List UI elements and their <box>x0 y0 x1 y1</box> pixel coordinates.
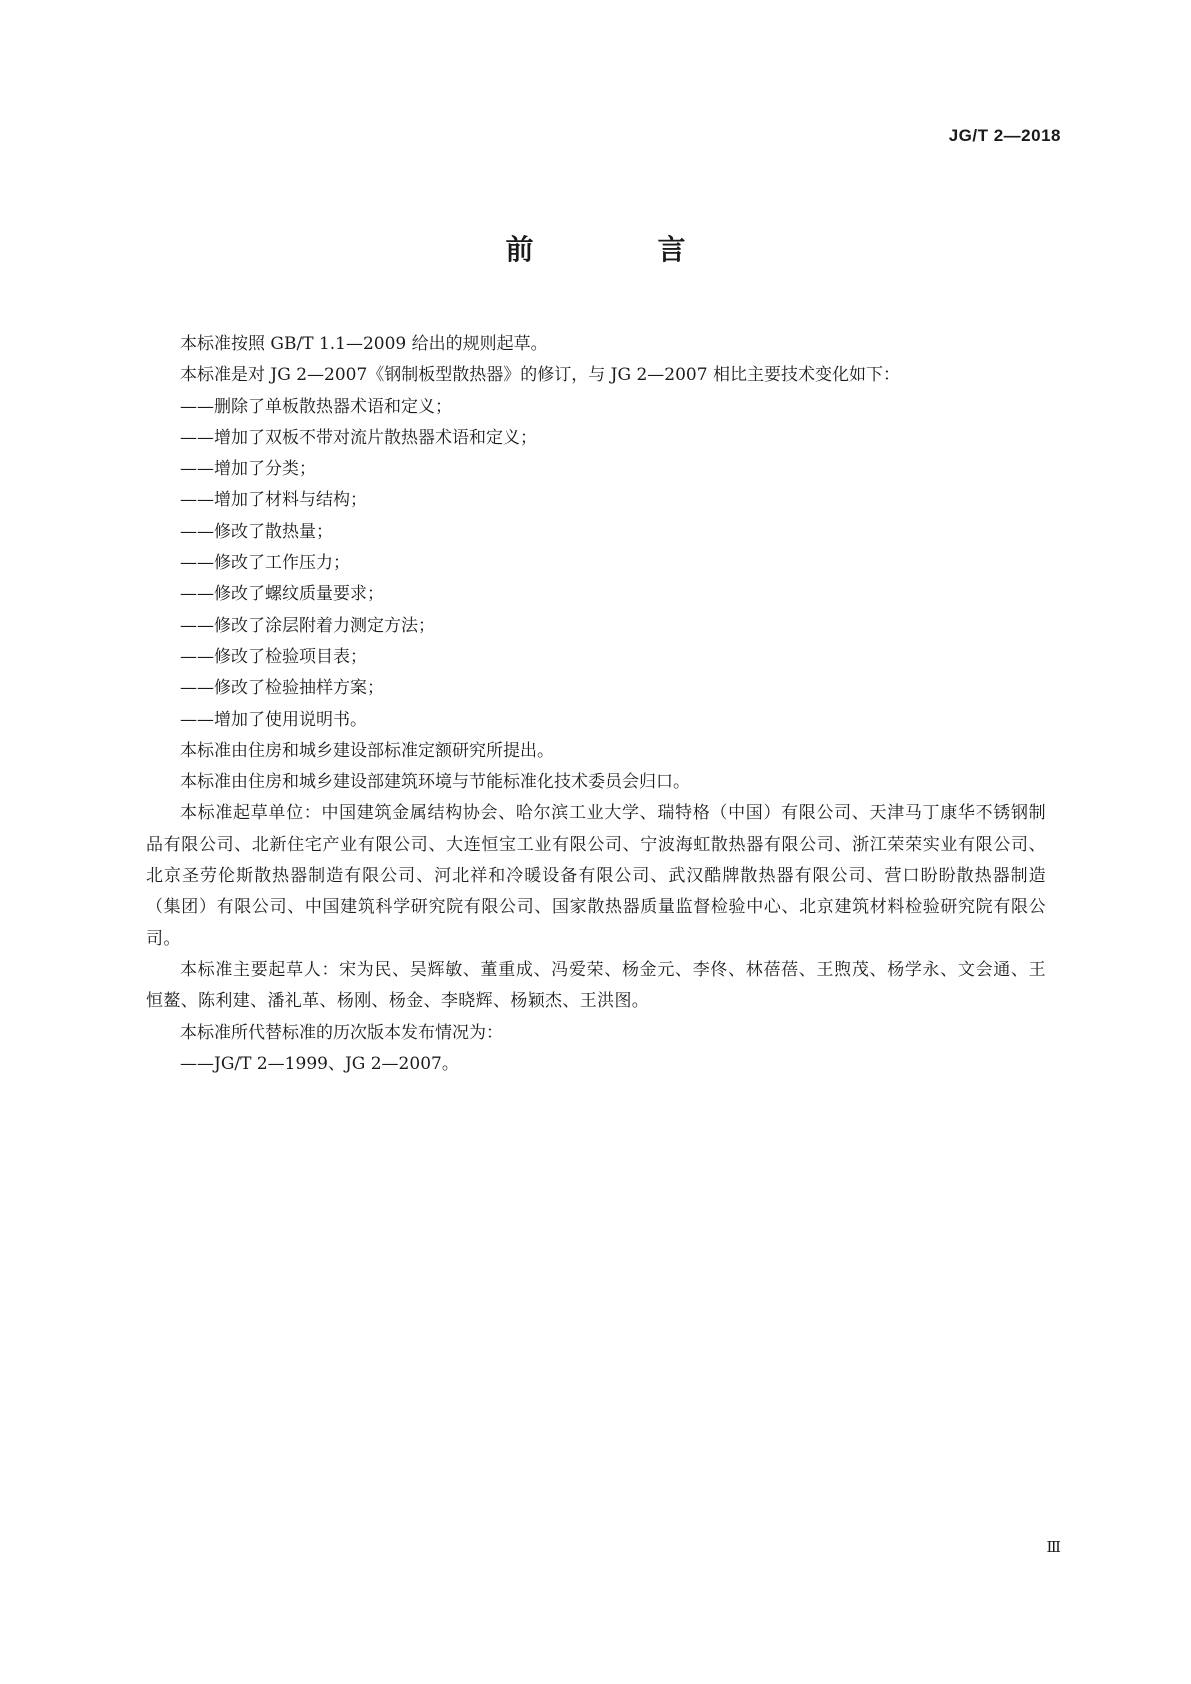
paragraph-history-intro: 本标准所代替标准的历次版本发布情况为： <box>180 1022 503 1043</box>
paragraph-drafters: 本标准主要起草人：宋为民、吴辉敏、董重成、冯爱荣、杨金元、李佟、林蓓蓓、王煦茂、杨学永、文会通、王恒鳌、陈利建、潘礼革、杨刚、杨金、李晓辉、杨颖杰、王洪图。 <box>146 959 1046 1012</box>
paragraph-drafting-rules: 本标准按照 GB/T 1.1—2009 给出的规则起草。 <box>180 334 548 354</box>
list-item: ——增加了材料与结构； <box>180 490 367 511</box>
list-item: ——增加了分类； <box>180 459 316 480</box>
paragraph-revision-summary: 本标准是对 JG 2—2007《钢制板型散热器》的修订，与 JG 2—2007 相比主要技术变化如下： <box>180 365 900 386</box>
list-item: ——修改了检验项目表； <box>180 646 367 667</box>
standard-code: JG/T 2—2018 <box>948 126 1061 145</box>
page-title: 前 言 <box>505 233 734 266</box>
paragraph-drafting-units: 本标准起草单位：中国建筑金属结构协会、哈尔滨工业大学、瑞特格（中国）有限公司、天津马丁康华不锈钢制品有限公司、北新住宅产业有限公司、大连恒宝工业有限公司、宁波海虹散热器有限公司、浙江荣荣实业有限公司、北京圣劳伦斯散热器制造有限公司、河北祥和冷暖设备有限公司、武汉酷牌散热器有限公司、营口盼盼散热器制造（集团）有限公司、中国建筑科学研究院有限公司、国家散热器质量监督检验中心、北京建筑材料检验研究院有限公司。 <box>146 803 1046 949</box>
page-number: Ⅲ <box>1046 1538 1061 1556</box>
list-item-history: ——JG/T 2—1999、JG 2—2007。 <box>180 1053 459 1074</box>
list-item: ——增加了使用说明书。 <box>180 709 367 730</box>
list-item: ——修改了工作压力； <box>180 553 350 574</box>
list-item: ——删除了单板散热器术语和定义； <box>180 396 452 417</box>
paragraph-committee: 本标准由住房和城乡建设部建筑环境与节能标准化技术委员会归口。 <box>180 772 690 793</box>
list-item: ——修改了检验抽样方案； <box>180 678 384 699</box>
paragraph-proposer: 本标准由住房和城乡建设部标准定额研究所提出。 <box>180 740 554 761</box>
document-body <box>146 329 1046 1080</box>
list-item: ——修改了散热量； <box>180 521 333 542</box>
list-item: ——增加了双板不带对流片散热器术语和定义； <box>180 427 537 448</box>
list-item: ——修改了涂层附着力测定方法； <box>180 615 435 636</box>
list-item: ——修改了螺纹质量要求； <box>180 584 384 605</box>
